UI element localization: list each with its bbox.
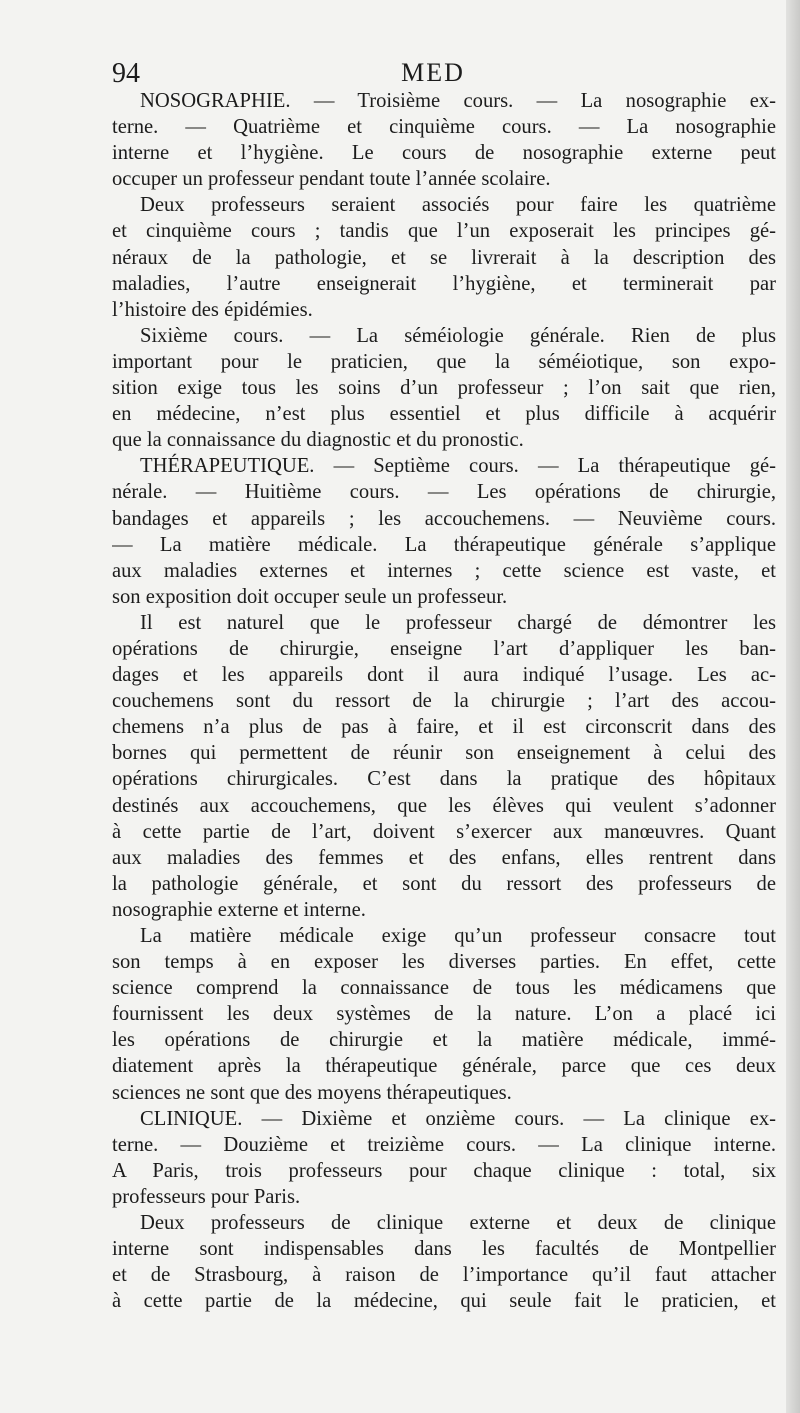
text-line: Deux professeurs de clinique externe et deux de clinique [140,1212,776,1235]
text-line: bornes qui permettent de réunir son enseignement à celui des [112,742,776,765]
text-line: nérale. — Huitième cours. — Les opérations de chirurgie, [112,481,776,504]
text-line: — La matière médicale. La thérapeutique générale s’applique [112,533,776,556]
page-number: 94 [112,58,140,89]
text-line: THÉRAPEUTIQUE. — Septième cours. — La thérapeutique gé- [140,455,776,478]
text-line: dages et les appareils dont il aura indiqué l’usage. Les ac- [112,664,776,687]
text-line: les opérations de chirurgie et la matière médicale, immé- [112,1029,776,1052]
text-line: La matière médicale exige qu’un professeur consacre tout [140,925,776,947]
running-head [112,58,754,88]
running-head-title: MED [401,58,465,87]
text-line: couchemens sont du ressort de la chirurgie ; l’art des accou- [112,690,776,713]
text-line: à cette partie de la médecine, qui seule fait le praticien, et [112,1290,776,1313]
text-line: et de Strasbourg, à raison de l’importance qu’il faut attacher [112,1264,776,1287]
page-edge [786,0,800,1413]
text-line: professeurs pour Paris. [112,1185,301,1208]
text-line: à cette partie de l’art, doivent s’exercer aux manœuvres. Quant [112,820,776,843]
text-line: sciences ne sont que des moyens thérapeutiques. [112,1081,512,1104]
text-line: interne et l’hygiène. Le cours de nosographie externe peut [112,142,776,165]
text-line: bandages et appareils ; les accouchemens. — Neuvième cours. [112,507,776,530]
text-line: destinés aux accouchemens, que les élèves qui veulent s’adonner [112,794,776,817]
text-line: que la connaissance du diagnostic et du pronostic. [112,429,524,452]
text-line: Il est naturel que le professeur chargé de démontrer les [140,611,776,634]
text-line: son temps à en exposer les diverses parties. En effet, cette [112,951,776,974]
text-line: nosographie externe et interne. [112,898,366,921]
text-line: aux maladies externes et internes ; cette science est vaste, et [112,559,776,582]
text-line: néraux de la pathologie, et se livrerait à la description des [112,246,776,269]
text-line: NOSOGRAPHIE. — Troisième cours. — La nosographie ex- [140,90,776,112]
text-line: important pour le praticien, que la séméiotique, son expo- [112,350,776,373]
text-line: A Paris, trois professeurs pour chaque clinique : total, six [112,1159,776,1182]
text-line: fournissent les deux systèmes de la nature. L’on a placé ici [112,1003,776,1026]
text-line: interne sont indispensables dans les facultés de Montpellier [112,1238,776,1261]
text-line: et cinquième cours ; tandis que l’un exposerait les principes gé- [112,220,776,243]
text-line: CLINIQUE. — Dixième et onzième cours. — La clinique ex- [140,1107,776,1130]
text-line: opérations chirurgicales. C’est dans la pratique des hôpitaux [112,768,776,791]
text-line: son exposition doit occuper seule un professeur. [112,585,508,608]
text-line: l’histoire des épidémies. [112,298,313,321]
text-line: science comprend la connaissance de tous les médicamens que [112,977,776,1000]
text-line: Deux professeurs seraient associés pour faire les quatrième [140,194,776,217]
text-line: sition exige tous les soins d’un professeur ; l’on sait que rien, [112,377,776,400]
text-line: terne. — Douzième et treizième cours. — La clinique interne. [112,1133,776,1156]
text-line: diatement après la thérapeutique générale, parce que ces deux [112,1055,776,1078]
text-line: opérations de chirurgie, enseigne l’art d’appliquer les ban- [112,637,776,660]
text-line: occuper un professeur pendant toute l’année scolaire. [112,168,551,191]
text-line: en médecine, n’est plus essentiel et plus difficile à acquérir [112,403,776,426]
text-line: la pathologie générale, et sont du ressort des professeurs de [112,872,776,895]
text-line: aux maladies des femmes et des enfans, elles rentrent dans [112,846,776,869]
text-line: chemens n’a plus de pas à faire, et il est circonscrit dans des [112,716,776,739]
text-line: terne. — Quatrième et cinquième cours. — La nosographie [112,116,776,139]
text-line: maladies, l’autre enseignerait l’hygiène, et terminerait par [112,272,776,295]
text-line: Sixième cours. — La séméiologie générale. Rien de plus [140,324,776,347]
body-text [112,88,776,1314]
